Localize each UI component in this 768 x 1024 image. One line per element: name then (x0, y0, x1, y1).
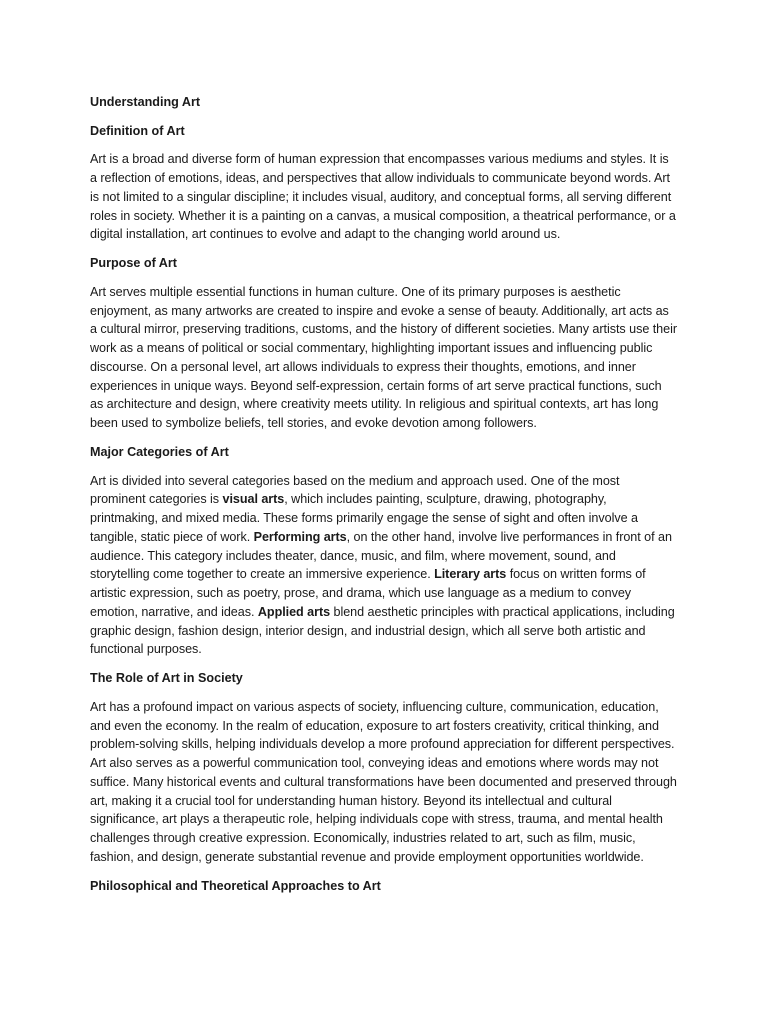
section-heading-philosophical: Philosophical and Theoretical Approaches to Art (90, 878, 381, 893)
text-run: , on the other hand, involve live performances in front of an audience. This category includes theater, dance, music, and film, where movement, sound, and storytelling come together to create an immersive experience. (90, 529, 672, 582)
bold-term-performing-arts: Performing arts (253, 529, 347, 544)
text-run: focus on written forms of artistic expression, such as poetry, prose, and drama, which use language as a medium to convey emotion, narrative, and ideas. (90, 567, 646, 619)
section-paragraph-categories (90, 472, 678, 660)
section-paragraph-purpose: Art serves multiple essential functions in human culture. One of its primary purposes is aesthetic enjoyment, as many artworks are created to inspire and evoke a sense of beauty. Additionally, art acts as a cultural mirror, preserving traditions, customs, and the history of different societies. Many artists use their work as a means of political or social commentary, highlighting important issues and influencing public discourse. On a personal level, art allows individuals to express their thoughts, emotions, and inner experiences in unique ways. Beyond self-expression, certain forms of art serve practical functions, such as architecture and design, where creativity meets utility. In religious and spiritual contexts, art has long been used to symbolize beliefs, tell stories, and evoke devotion among followers. (90, 284, 677, 431)
bold-term-literary-arts: Literary arts (434, 567, 507, 582)
section-heading-role-in-society: The Role of Art in Society (90, 671, 243, 686)
section-heading-definition: Definition of Art (90, 123, 185, 138)
document-title: Understanding Art (90, 95, 201, 109)
bold-term-applied-arts: Applied arts (257, 604, 331, 619)
section-heading-purpose: Purpose of Art (90, 256, 177, 271)
text-run: , which includes painting, sculpture, drawing, photography, printmaking, and mixed media. These forms primarily engage the sense of sight and often involve a tangible, static piece of work. (90, 492, 638, 544)
bold-term-visual-arts: visual arts (222, 492, 285, 507)
document-page (90, 93, 678, 905)
text-run: Art is divided into several categories based on the medium and approach used. One of the most prominent categories is (90, 473, 620, 507)
section-paragraph-role-in-society: Art has a profound impact on various aspects of society, influencing culture, communication, education, and even the economy. In the realm of education, exposure to art fosters creativity, critical thinking, and problem-solving skills, helping individuals develop a more profound appreciation for different perspectives. Art also serves as a powerful communication tool, conveying ideas and emotions where words may not suffice. Many historical events and cultural transformations have been documented and preserved through art, making it a crucial tool for understanding human history. Beyond its intellectual and cultural significance, art plays a therapeutic role, helping individuals cope with stress, trauma, and mental health challenges through creative expression. Economically, industries related to art, such as film, music, fashion, and design, generate substantial revenue and provide employment opportunities worldwide. (90, 699, 677, 864)
text-run: blend aesthetic principles with practical applications, including graphic design, fashion design, interior design, and industrial design, which all serve both artistic and functional purposes. (90, 604, 675, 657)
section-paragraph-definition: Art is a broad and diverse form of human expression that encompasses various mediums and styles. It is a reflection of emotions, ideas, and perspectives that allow individuals to communicate beyond words. Art is not limited to a singular discipline; it includes visual, auditory, and conceptual forms, all serving different roles in society. Whether it is a painting on a canvas, a musical composition, a theatrical performance, or a digital installation, art continues to evolve and adapt to the changing world around us. (90, 152, 676, 242)
section-heading-categories: Major Categories of Art (90, 444, 229, 459)
